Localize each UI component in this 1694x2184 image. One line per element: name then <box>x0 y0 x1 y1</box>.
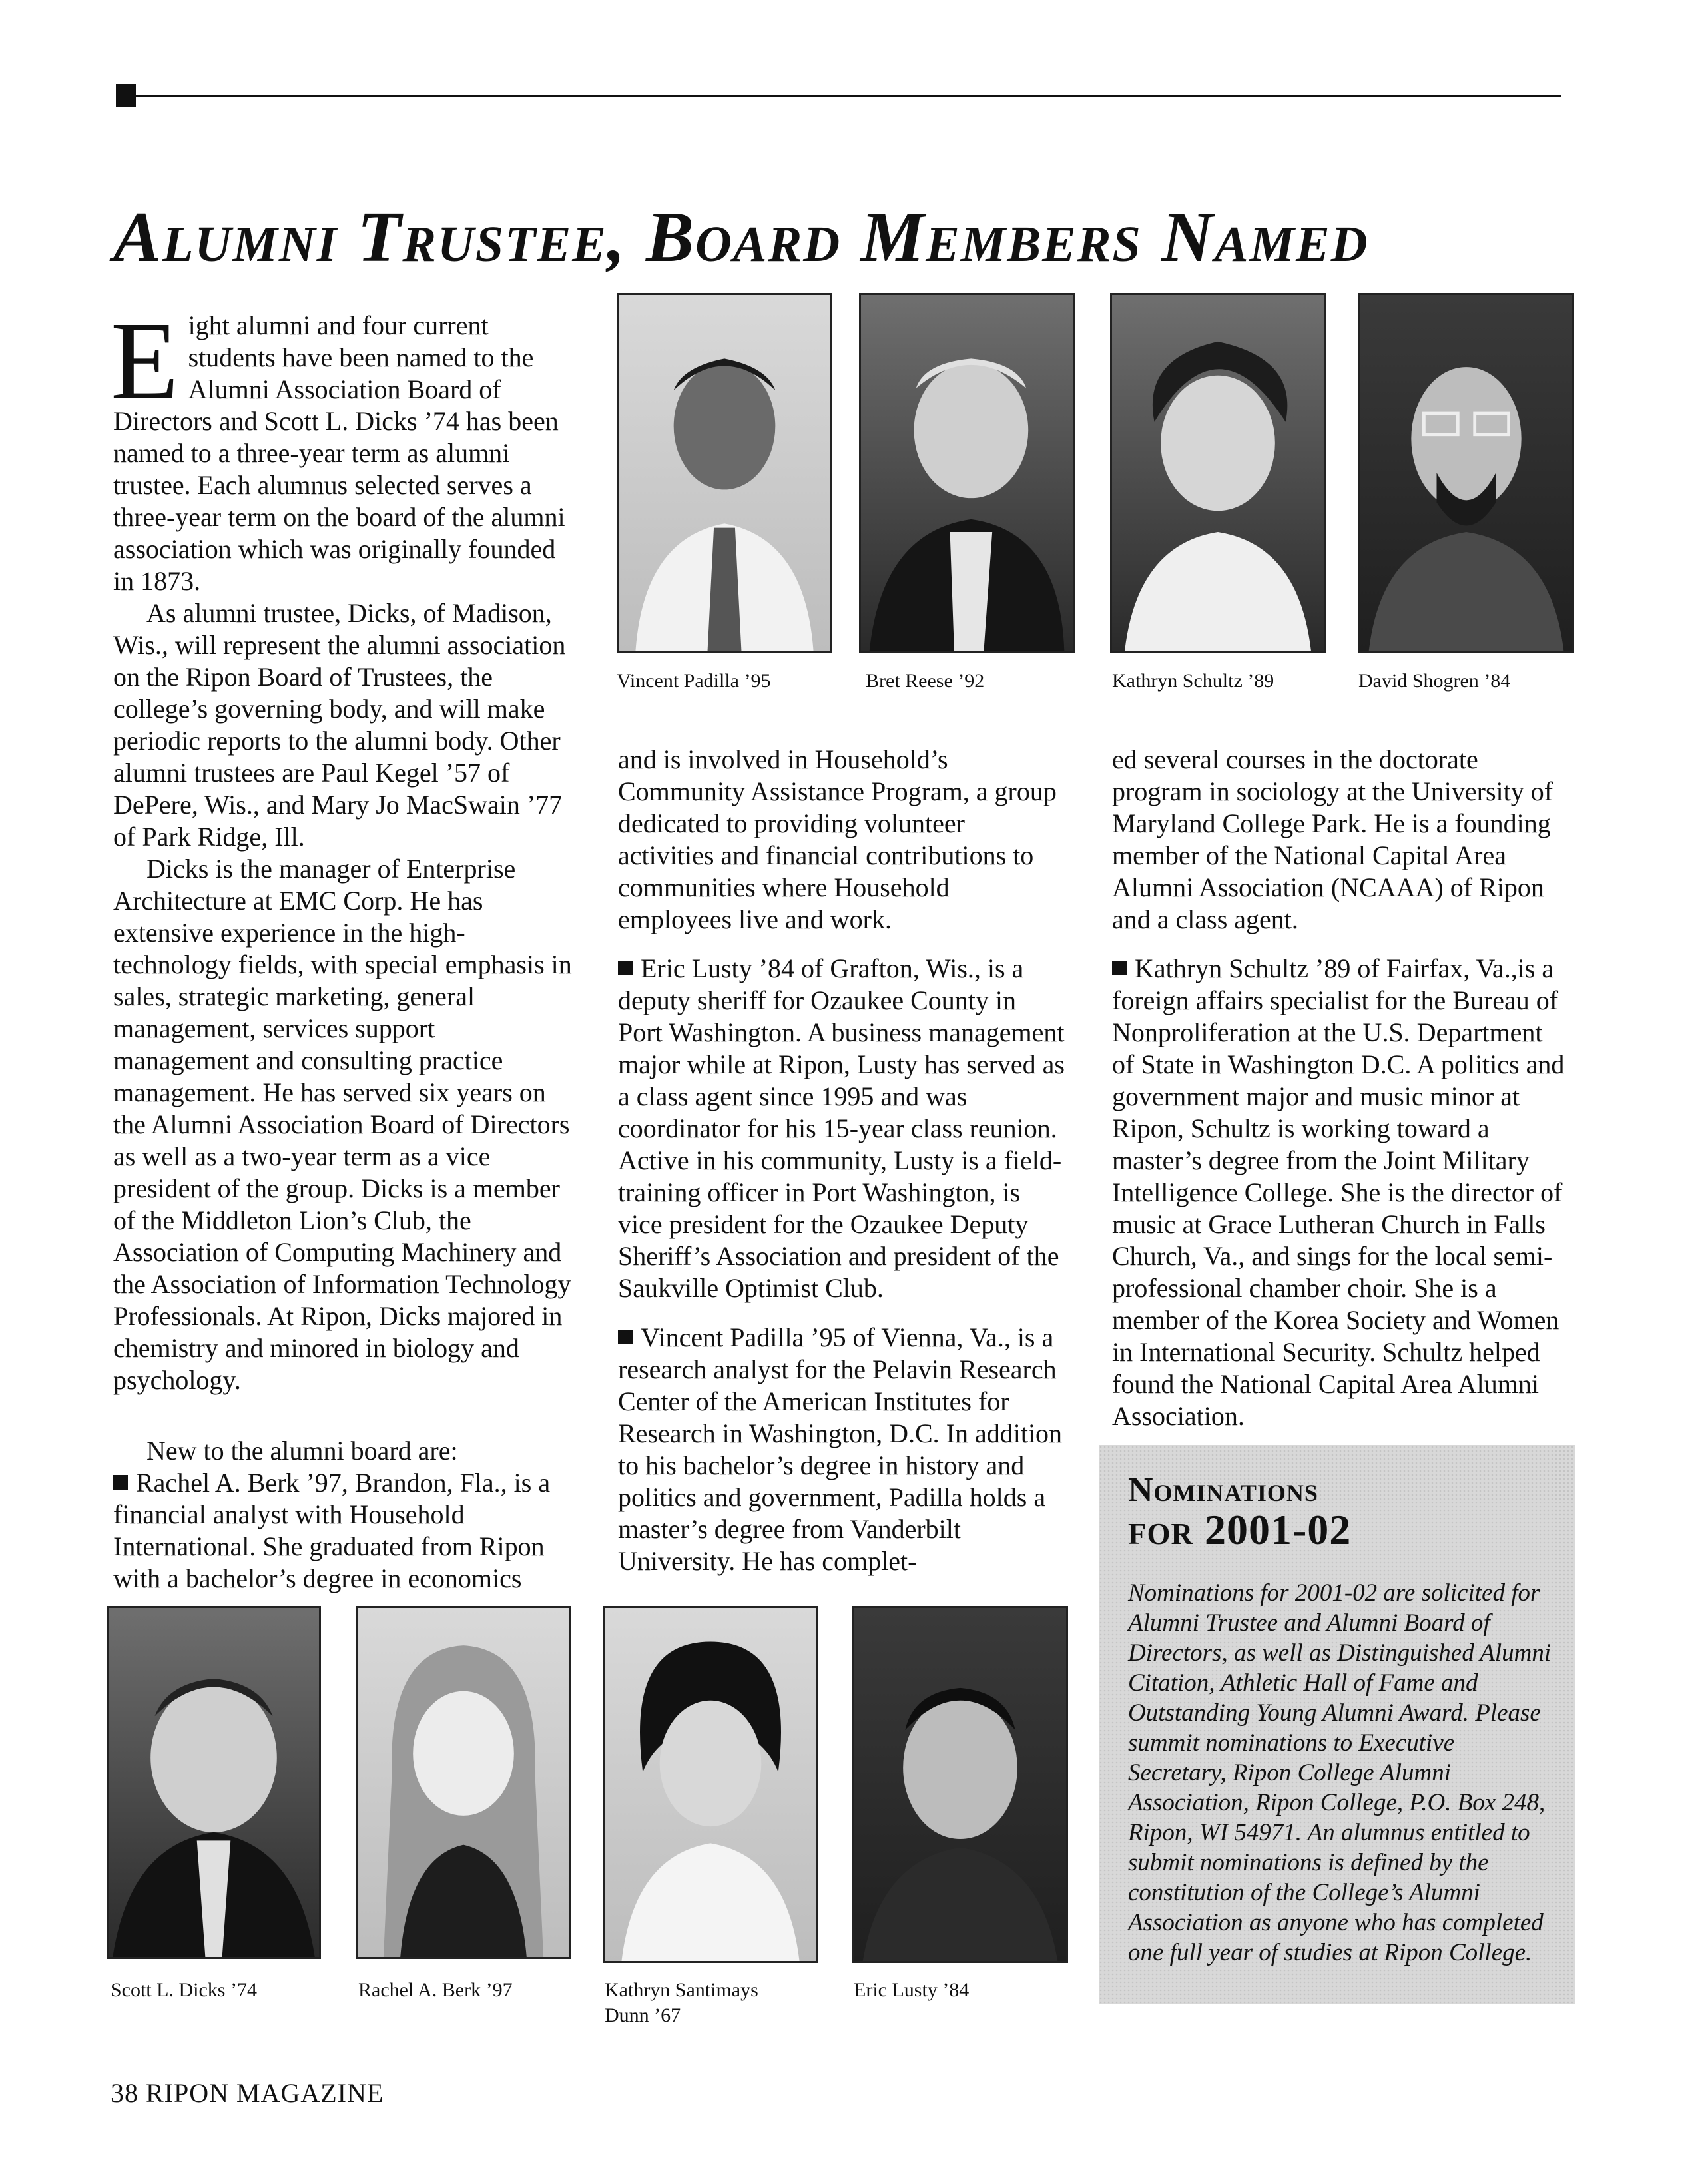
article-paragraph: Eric Lusty ’84 of Grafton, Wis., is a deputy sheriff for Ozaukee County in Port Washington. A business management major while at Ripon, Lusty has served as a class agent since 1995 and was coordinator for his 15-year class reunion. Active in his community, Lusty is a field-training officer in Port Washington, is vice president for the Ozaukee Deputy Sheriff’s Association and president of the Saukville Optimist Club. <box>618 954 1065 1303</box>
article-column-2 <box>618 744 1065 1577</box>
photo-caption: David Shogren ’84 <box>1358 670 1511 692</box>
portrait-photo <box>107 1606 321 1959</box>
article-paragraph: Vincent Padilla ’95 of Vienna, Va., is a research analyst for the Pelavin Research Center of the American Institutes for Research in Washington, D.C. In addition to his bachelor’s degree in history and politics and government, Padilla holds a master’s degree from Vanderbilt University. He has complet- <box>618 1322 1063 1576</box>
square-bullet-icon <box>618 1330 633 1344</box>
header-rule-line <box>136 95 1561 97</box>
portrait-photo <box>603 1606 818 1963</box>
photo-caption: Kathryn Santimays <box>605 1979 758 2001</box>
photo-caption: Bret Reese ’92 <box>866 670 985 692</box>
article-paragraph: As alumni trustee, Dicks, of Madison, Wis., will represent the alumni association on the Ripon Board of Trustees, the college’s governing body, and will make periodic reports to the alumni body. Other alumni trustees are Paul Kegel ’57 of DePere, Wis., and Mary Jo MacSwain ’77 of Park Ridge, Ill. <box>113 598 566 852</box>
article-paragraph: New to the alumni board are: <box>146 1436 458 1466</box>
page-number: 38 <box>111 2078 139 2108</box>
portrait-photo <box>1110 293 1326 653</box>
article-paragraph: Kathryn Schultz ’89 of Fairfax, Va.,is a foreign affairs specialist for the Bureau of Nonproliferation at the U.S. Department of State in Washington D.C. A politics and government major and music minor at Ripon, Schultz is working toward a master’s degree from the Joint Military Intelligence College. She is the director of music at Grace Lutheran Church in Falls Church, Va., and sings for the local semi-professional chamber choir. She is a member of the Korea Society and Women in International Security. Schultz helped found the National Capital Area Alumni Association. <box>1112 954 1565 1431</box>
photo-caption: Kathryn Schultz ’89 <box>1112 670 1274 692</box>
article-column-1 <box>111 299 573 1595</box>
nominations-sidebar <box>1099 1445 1575 2004</box>
photo-caption: Dunn ’67 <box>605 2004 681 2026</box>
square-bullet-icon <box>113 1475 128 1490</box>
portrait-photo <box>852 1606 1068 1963</box>
photo-caption: Rachel A. Berk ’97 <box>358 1979 513 2001</box>
square-bullet-icon <box>618 961 633 975</box>
portrait-photo <box>356 1606 571 1959</box>
photo-caption: Vincent Padilla ’95 <box>617 670 771 692</box>
sidebar-title: Nominations for 2001-02 <box>1128 1471 1352 1553</box>
portrait-photo <box>1358 293 1574 653</box>
portrait-photo <box>859 293 1075 653</box>
photo-caption: Eric Lusty ’84 <box>854 1979 970 2001</box>
article-paragraph: Rachel A. Berk ’97, Brandon, Fla., is a financial analyst with Household International. She graduated from Ripon with a bachelor’s degree in economics <box>113 1468 551 1593</box>
sidebar-body: Nominations for 2001-02 are solicited for Alumni Trustee and Alumni Board of Directors, as well as Distinguished Alumni Citation, Athletic Hall of Fame and Outstanding Young Alumni Award. Please summit nominations to Executive Secretary, Ripon College Alumni Association, Ripon College, P.O. Box 248, Ripon, WI 54971. An alumnus entitled to submit nominations is defined by the constitution of the College’s Alumni Association as anyone who has completed one full year of studies at Ripon College. <box>1128 1579 1552 1966</box>
publication-name: RIPON MAGAZINE <box>146 2078 384 2108</box>
header-rule-block <box>116 84 136 107</box>
article-title: Alumni Trustee, Board Members Named <box>113 198 1369 277</box>
portrait-photo <box>617 293 832 653</box>
article-column-3 <box>1112 744 1565 1432</box>
square-bullet-icon <box>1112 961 1127 975</box>
article-paragraph: Dicks is the manager of Enterprise Architecture at EMC Corp. He has extensive experience in the high-technology fields, with special emphasis in sales, strategic marketing, general management, services support management and consulting practice management. He has served six years on the Alumni Association Board of Directors as well as a two-year term as a vice president of the group. Dicks is a member of the Middleton Lion’s Club, the Association of Computing Machinery and the Association of Information Technology Professionals. At Ripon, Dicks majored in chemistry and minored in biology and psychology. <box>113 854 572 1395</box>
article-paragraph: Eight alumni and four current students have been named to the Alumni Association Board of Directors and Scott L. Dicks ’74 has been named to a three-year term as alumni trustee. Each alumnus selected serves a three-year term on the board of the alumni association which was originally founded in 1873. <box>111 299 565 596</box>
page-footer <box>111 2077 384 2109</box>
article-paragraph: ed several courses in the doctorate program in sociology at the University of Maryland College Park. He is a founding member of the National Capital Area Alumni Association (NCAAA) of Ripon and a class agent. <box>1112 744 1553 934</box>
drop-cap: E <box>111 299 179 423</box>
article-paragraph: and is involved in Household’s Community Assistance Program, a group dedicated to providing volunteer activities and financial contributions to communities where Household employees live and work. <box>618 744 1057 934</box>
photo-caption: Scott L. Dicks ’74 <box>111 1979 257 2001</box>
